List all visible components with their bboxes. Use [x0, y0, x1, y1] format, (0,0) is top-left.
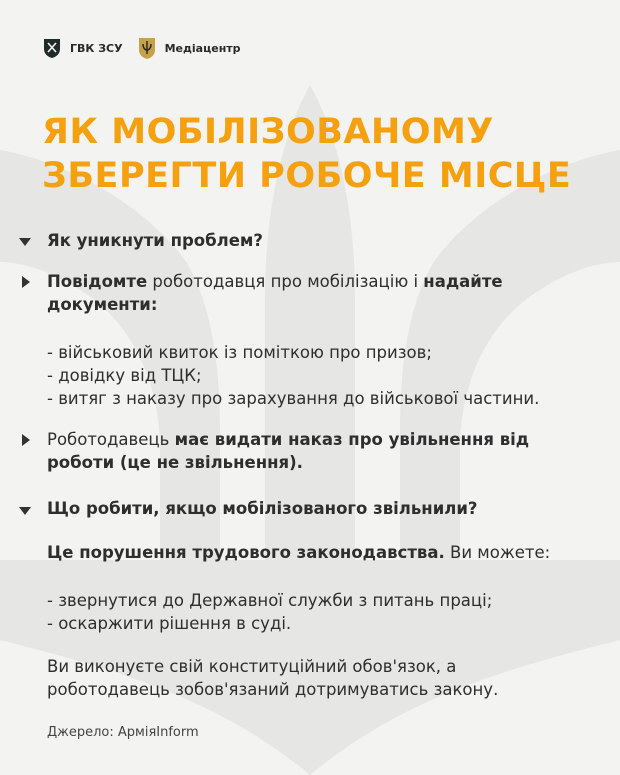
collapse-arrow-icon — [19, 507, 31, 515]
notify-text-1: роботодавця про мобілізацію і — [147, 272, 424, 291]
collapse-arrow-icon — [19, 238, 31, 246]
notify-bold-1: Повідомте — [47, 272, 148, 291]
question-2-text: Що робити, якщо мобілізованого звільнили? — [47, 499, 478, 518]
page-title — [42, 110, 602, 198]
employer-text: Роботодавець — [47, 430, 175, 449]
question-1 — [47, 229, 607, 252]
documents-list — [47, 341, 607, 410]
list-item: - військовий квиток із поміткою про призов; — [47, 343, 432, 362]
notify-paragraph — [47, 270, 607, 316]
violation-paragraph — [47, 541, 607, 564]
list-item: - звернутися до Державної служби з питань праці; — [47, 591, 493, 610]
title-line-2: ЗБЕРЕГТИ РОБОЧЕ МІСЦЕ — [42, 156, 572, 196]
violation-text: Ви можете: — [444, 543, 551, 562]
list-item: - оскаржити рішення в суді. — [47, 614, 292, 633]
question-2 — [47, 497, 607, 520]
closing-line: Ви виконуєте свій конституційний обов'язок, а — [47, 657, 457, 676]
source-note: Джерело: АрміяInform — [47, 725, 199, 740]
employer-paragraph — [47, 428, 607, 474]
closing-paragraph — [47, 655, 607, 701]
notify-bold-3: документи: — [47, 295, 158, 314]
mediacenter-logo-icon — [137, 36, 157, 60]
employer-bold-1: має видати наказ про увільнення від — [174, 430, 530, 449]
gvk-zsu-logo-icon — [42, 37, 62, 59]
closing-line: роботодавець зобов'язаний дотримуватись закону. — [47, 680, 499, 699]
notify-bold-2: надайте — [423, 272, 503, 291]
violation-bold: Це порушення трудового законодавства. — [47, 543, 445, 562]
org1-label: ГВК ЗСУ — [70, 41, 123, 55]
question-1-text: Як уникнути проблем? — [47, 231, 263, 250]
list-item: - витяг з наказу про зарахування до військової частини. — [47, 389, 540, 408]
employer-bold-2: роботи (це не звільнення). — [47, 453, 303, 472]
org2-label: Медіацентр — [164, 41, 241, 55]
header — [42, 36, 241, 60]
actions-list — [47, 589, 607, 635]
title-line-1: ЯК МОБІЛІЗОВАНОМУ — [42, 112, 494, 152]
bullet-arrow-icon — [22, 434, 30, 446]
list-item: - довідку від ТЦК; — [47, 366, 202, 385]
bullet-arrow-icon — [22, 276, 30, 288]
